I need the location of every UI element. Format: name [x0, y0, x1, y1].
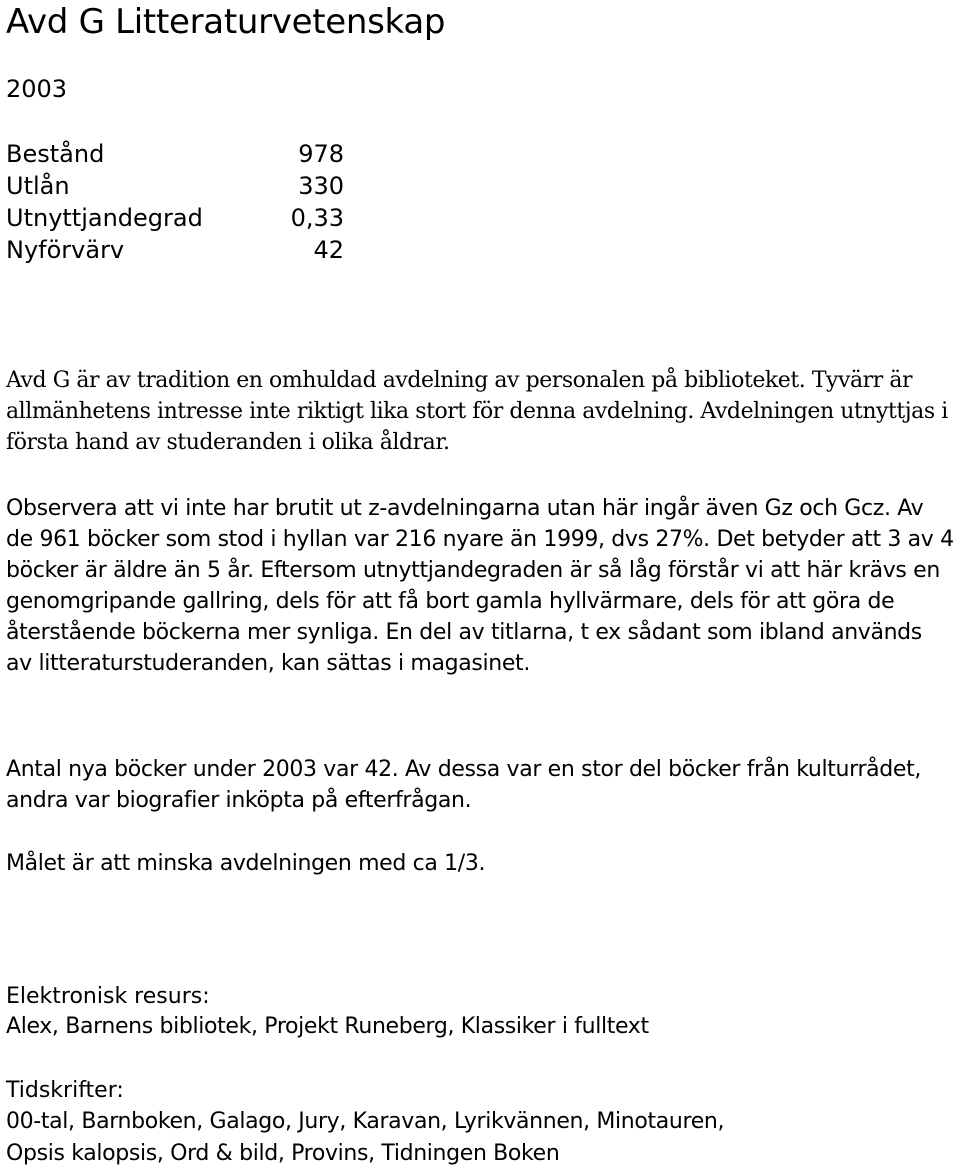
statistics-table	[6, 138, 344, 266]
report-year: 2003	[6, 75, 68, 103]
stat-row-loans	[6, 170, 344, 202]
page-title: Avd G Litteraturvetenskap	[6, 2, 446, 42]
stat-row-utilization	[6, 202, 344, 234]
stat-label: Bestånd	[6, 140, 105, 168]
stat-value: 42	[313, 236, 344, 264]
paragraph-intro: Avd G är av tradition en omhuldad avdelning av personalen på biblioteket. Tyvärr är allmänhetens intresse inte riktigt lika stort för denna avdelning. Avdelningen utnyttjas i första hand av studeranden i olika åldrar.	[6, 368, 948, 455]
stat-value: 978	[298, 140, 344, 168]
periodicals-list-line-2: Opsis kalopsis, Ord & bild, Provins, Tidningen Boken	[6, 1141, 560, 1166]
paragraph-analysis: Observera att vi inte har brutit ut z-avdelningarna utan här ingår även Gz och Gcz. Av de 961 böcker som stod i hyllan var 216 nyare än 1999, dvs 27%. Det betyder att 3 av 4 böcker är äldre än 5 år. Eftersom utnyttjandegraden är så låg förstår vi att här krävs en genomgripande gallring, dels för att få bort gamla hyllvärmare, dels för att göra de återstående böckerna mer synliga. En del av titlarna, t ex sådant som ibland används av litteraturstuderanden, kan sättas i magasinet.	[6, 496, 954, 676]
stat-value: 0,33	[290, 204, 344, 232]
electronic-resources-list: Alex, Barnens bibliotek, Projekt Runeberg, Klassiker i fulltext	[6, 1014, 649, 1039]
stat-row-acquisitions	[6, 234, 344, 266]
stat-row-holdings	[6, 138, 344, 170]
stat-label: Nyförvärv	[6, 236, 125, 264]
electronic-resources-label: Elektronisk resurs:	[6, 984, 210, 1009]
paragraph-acquisitions: Antal nya böcker under 2003 var 42. Av dessa var en stor del böcker från kulturrådet, andra var biografier inköpta på efterfrågan.	[6, 757, 921, 813]
periodicals-label: Tidskrifter:	[6, 1078, 124, 1103]
stat-value: 330	[298, 172, 344, 200]
stat-label: Utlån	[6, 172, 70, 200]
periodicals-list-line-1: 00-tal, Barnboken, Galago, Jury, Karavan, Lyrikvännen, Minotauren,	[6, 1109, 725, 1134]
stat-label: Utnyttjandegrad	[6, 204, 203, 232]
paragraph-goal: Målet är att minska avdelningen med ca 1/3.	[6, 851, 486, 876]
